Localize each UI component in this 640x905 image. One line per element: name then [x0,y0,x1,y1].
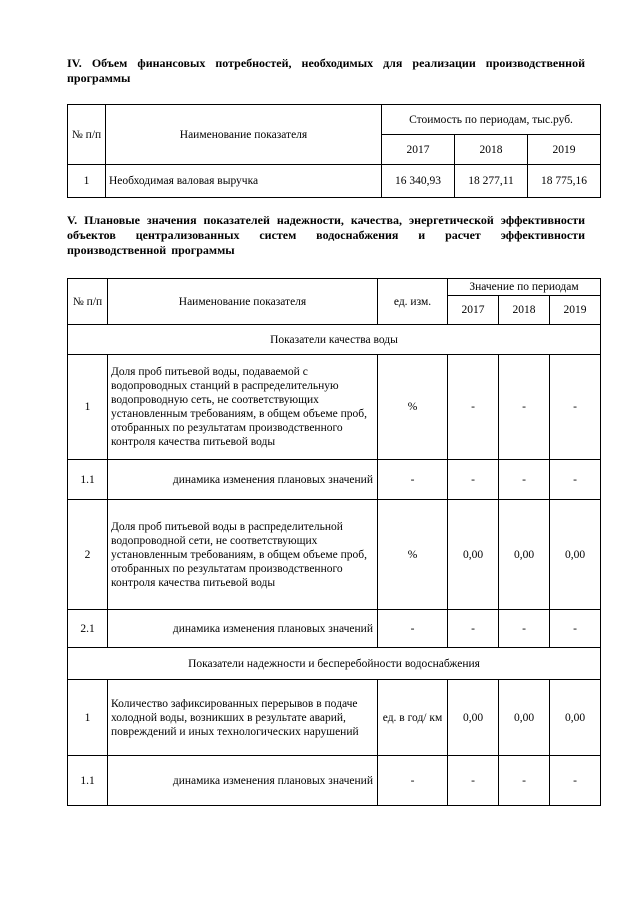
header-year: 2017 [382,135,455,165]
row-name: Доля проб питьевой воды в распределительной водопроводной сети, не соответствующих установленным требованиям, в общем объеме проб, отобранных по результатам производственного контроля качества питьевой воды [108,500,378,610]
row-num: 1 [68,165,106,198]
row-value: - [550,355,601,460]
row-value: - [499,460,550,500]
row-unit: - [378,756,448,806]
row-value: - [499,610,550,648]
row-value: 18 775,16 [528,165,601,198]
header-cost: Стоимость по периодам, тыс.руб. [382,105,601,135]
header-name: Наименование показателя [108,279,378,325]
table-row [68,680,601,756]
row-value: - [448,355,499,460]
row-name: Доля проб питьевой воды, подаваемой с водопроводных станций в распределительную водопроводную сеть, не соответствующих установленным требованиям, в общем объеме проб, отобранных по результатам производственного контроля качества питьевой воды [108,355,378,460]
row-value: - [550,756,601,806]
row-num: 1 [68,680,108,756]
group-title-water-quality: Показатели качества воды [68,325,601,355]
row-num: 1.1 [68,460,108,500]
header-unit: ед. изм. [378,279,448,325]
row-name: динамика изменения плановых значений [108,610,378,648]
row-num: 2.1 [68,610,108,648]
row-value: 0,00 [499,500,550,610]
row-num: 2 [68,500,108,610]
row-name: динамика изменения плановых значений [108,460,378,500]
row-value: - [499,355,550,460]
row-value: 18 277,11 [455,165,528,198]
header-year: 2018 [499,296,550,325]
header-num: № п/п [68,105,106,165]
table-row [68,460,601,500]
row-name: динамика изменения плановых значений [108,756,378,806]
row-unit: % [378,355,448,460]
financial-needs-table [67,104,601,198]
table-row [68,355,601,460]
header-year: 2018 [455,135,528,165]
row-value: 0,00 [448,680,499,756]
table-row [68,165,601,198]
header-year: 2019 [528,135,601,165]
row-name: Количество зафиксированных перерывов в подаче холодной воды, возникших в результате аварий, повреждений и иных технологических нарушений [108,680,378,756]
table-row [68,756,601,806]
row-value: 0,00 [550,680,601,756]
row-value: 16 340,93 [382,165,455,198]
row-value: - [448,756,499,806]
row-value: - [448,460,499,500]
row-unit: % [378,500,448,610]
header-year: 2019 [550,296,601,325]
table-row [68,610,601,648]
row-name: Необходимая валовая выручка [106,165,382,198]
row-value: - [499,756,550,806]
row-value: - [550,610,601,648]
row-unit: - [378,460,448,500]
row-num: 1.1 [68,756,108,806]
row-unit: - [378,610,448,648]
indicators-table [67,278,601,806]
section-4-heading: IV. Объем финансовых потребностей, необходимых для реализации производственной программы [67,56,585,85]
row-unit: ед. в год/ км [378,680,448,756]
table-row [68,500,601,610]
row-value: 0,00 [448,500,499,610]
header-name: Наименование показателя [106,105,382,165]
row-value: - [448,610,499,648]
section-5-heading: V. Плановые значения показателей надежности, качества, энергетической эффективности объектов централизованных систем водоснабжения и расчет эффективности производственной программы [67,213,585,257]
row-value: 0,00 [550,500,601,610]
header-periods: Значение по периодам [448,279,601,296]
row-num: 1 [68,355,108,460]
group-title-reliability: Показатели надежности и бесперебойности водоснабжения [68,648,601,680]
header-num: № п/п [68,279,108,325]
row-value: 0,00 [499,680,550,756]
header-year: 2017 [448,296,499,325]
row-value: - [550,460,601,500]
